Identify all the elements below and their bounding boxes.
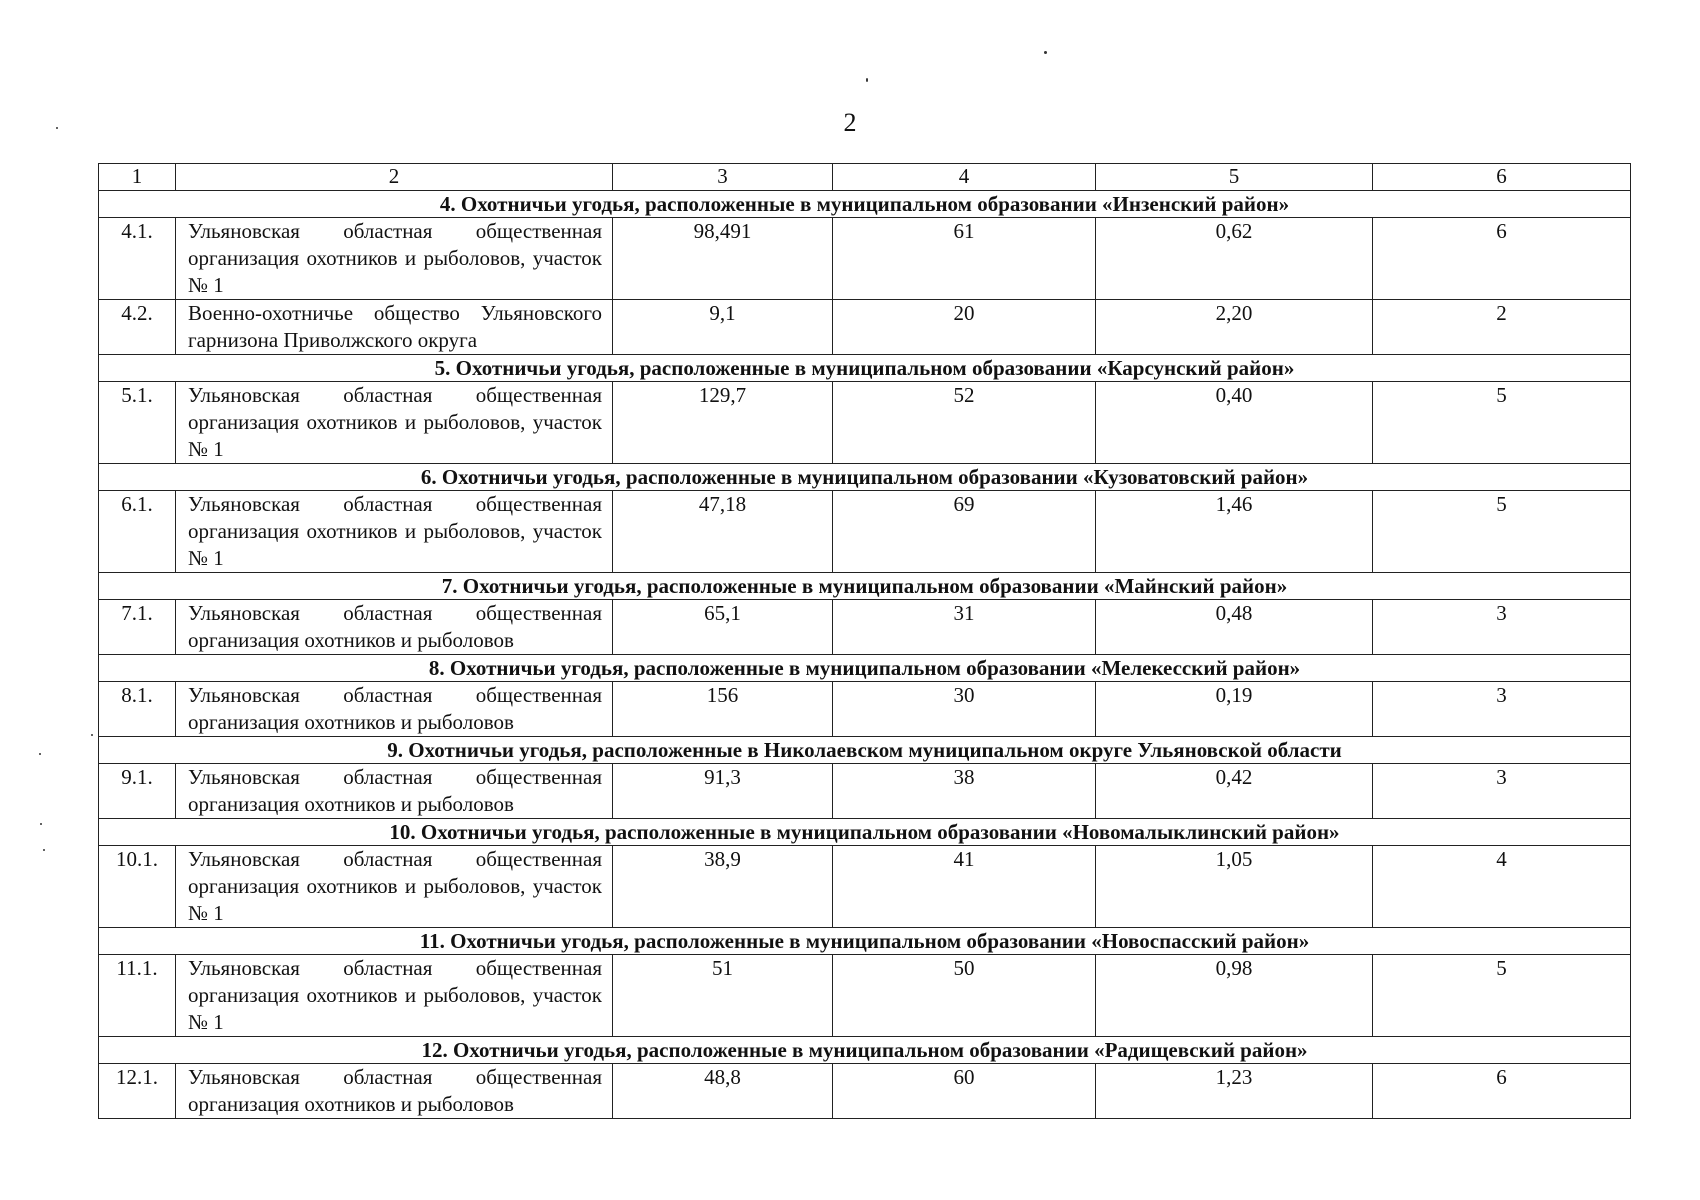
organization-name: Ульяновская областная общественная организация охотников и рыболовов, участок № 1 [176, 218, 613, 300]
row-number: 4.2. [99, 300, 176, 355]
cell-col-6: 6 [1373, 1064, 1631, 1119]
table-row [99, 682, 1631, 737]
row-number: 9.1. [99, 764, 176, 819]
section-title: 5. Охотничьи угодья, расположенные в муниципальном образовании «Карсунский район» [99, 355, 1631, 382]
row-number: 4.1. [99, 218, 176, 300]
column-header: 4 [833, 164, 1096, 191]
cell-col-3: 47,18 [613, 491, 833, 573]
cell-col-5: 0,19 [1096, 682, 1373, 737]
cell-col-6: 4 [1373, 846, 1631, 928]
table-row [99, 491, 1631, 573]
cell-col-4: 20 [833, 300, 1096, 355]
cell-col-4: 52 [833, 382, 1096, 464]
column-number-row [99, 164, 1631, 191]
cell-col-5: 1,46 [1096, 491, 1373, 573]
table-row [99, 846, 1631, 928]
cell-col-3: 48,8 [613, 1064, 833, 1119]
table-row [99, 600, 1631, 655]
organization-name: Ульяновская областная общественная организация охотников и рыболовов [176, 764, 613, 819]
section-heading-row [99, 928, 1631, 955]
section-heading-row [99, 464, 1631, 491]
row-number: 7.1. [99, 600, 176, 655]
cell-col-5: 1,23 [1096, 1064, 1373, 1119]
row-number: 12.1. [99, 1064, 176, 1119]
cell-col-3: 9,1 [613, 300, 833, 355]
table-row [99, 382, 1631, 464]
cell-col-5: 0,62 [1096, 218, 1373, 300]
cell-col-6: 5 [1373, 955, 1631, 1037]
cell-col-4: 61 [833, 218, 1096, 300]
cell-col-4: 31 [833, 600, 1096, 655]
table-row [99, 1064, 1631, 1119]
scan-speck [43, 849, 45, 851]
row-number: 6.1. [99, 491, 176, 573]
section-title: 12. Охотничьи угодья, расположенные в муниципальном образовании «Радищевский район» [99, 1037, 1631, 1064]
organization-name: Ульяновская областная общественная организация охотников и рыболовов [176, 600, 613, 655]
organization-name: Ульяновская областная общественная организация охотников и рыболовов, участок № 1 [176, 491, 613, 573]
organization-name: Ульяновская областная общественная организация охотников и рыболовов [176, 682, 613, 737]
organization-name: Ульяновская областная общественная организация охотников и рыболовов, участок № 1 [176, 382, 613, 464]
section-heading-row [99, 655, 1631, 682]
row-number: 10.1. [99, 846, 176, 928]
cell-col-5: 0,98 [1096, 955, 1373, 1037]
cell-col-6: 5 [1373, 382, 1631, 464]
section-heading-row [99, 355, 1631, 382]
section-title: 7. Охотничьи угодья, расположенные в муниципальном образовании «Майнский район» [99, 573, 1631, 600]
section-heading-row [99, 737, 1631, 764]
page-number: 2 [843, 108, 857, 137]
organization-name: Ульяновская областная общественная организация охотников и рыболовов, участок № 1 [176, 846, 613, 928]
organization-name: Военно-охотничье общество Ульяновского гарнизона Приволжского округа [176, 300, 613, 355]
section-title: 11. Охотничьи угодья, расположенные в муниципальном образовании «Новоспасский район» [99, 928, 1631, 955]
cell-col-4: 69 [833, 491, 1096, 573]
cell-col-5: 1,05 [1096, 846, 1373, 928]
cell-col-4: 41 [833, 846, 1096, 928]
cell-col-4: 60 [833, 1064, 1096, 1119]
organization-name: Ульяновская областная общественная организация охотников и рыболовов, участок № 1 [176, 955, 613, 1037]
section-heading-row [99, 191, 1631, 218]
scan-speck [39, 753, 41, 755]
table-row [99, 300, 1631, 355]
row-number: 8.1. [99, 682, 176, 737]
cell-col-6: 3 [1373, 600, 1631, 655]
cell-col-3: 129,7 [613, 382, 833, 464]
section-heading-row [99, 819, 1631, 846]
table-row [99, 218, 1631, 300]
column-header: 3 [613, 164, 833, 191]
cell-col-6: 6 [1373, 218, 1631, 300]
cell-col-5: 0,48 [1096, 600, 1373, 655]
cell-col-3: 65,1 [613, 600, 833, 655]
section-title: 4. Охотничьи угодья, расположенные в муниципальном образовании «Инзенский район» [99, 191, 1631, 218]
section-title: 6. Охотничьи угодья, расположенные в муниципальном образовании «Кузоватовский район» [99, 464, 1631, 491]
scan-speck [91, 734, 93, 736]
cell-col-3: 91,3 [613, 764, 833, 819]
column-header: 6 [1373, 164, 1631, 191]
cell-col-4: 38 [833, 764, 1096, 819]
cell-col-4: 30 [833, 682, 1096, 737]
section-title: 8. Охотничьи угодья, расположенные в муниципальном образовании «Мелекесский район» [99, 655, 1631, 682]
table-row [99, 955, 1631, 1037]
scan-speck [40, 823, 42, 825]
cell-col-6: 5 [1373, 491, 1631, 573]
scan-speck [56, 127, 58, 129]
column-header: 5 [1096, 164, 1373, 191]
scan-speck [866, 78, 868, 82]
cell-col-5: 0,42 [1096, 764, 1373, 819]
hunting-grounds-table [98, 163, 1631, 1119]
section-heading-row [99, 573, 1631, 600]
scan-speck [1044, 51, 1047, 54]
column-header: 2 [176, 164, 613, 191]
cell-col-3: 156 [613, 682, 833, 737]
row-number: 11.1. [99, 955, 176, 1037]
section-title: 9. Охотничьи угодья, расположенные в Николаевском муниципальном округе Ульяновской области [99, 737, 1631, 764]
cell-col-3: 38,9 [613, 846, 833, 928]
column-header: 1 [99, 164, 176, 191]
cell-col-5: 2,20 [1096, 300, 1373, 355]
cell-col-3: 51 [613, 955, 833, 1037]
row-number: 5.1. [99, 382, 176, 464]
cell-col-4: 50 [833, 955, 1096, 1037]
cell-col-3: 98,491 [613, 218, 833, 300]
cell-col-5: 0,40 [1096, 382, 1373, 464]
organization-name: Ульяновская областная общественная организация охотников и рыболовов [176, 1064, 613, 1119]
section-heading-row [99, 1037, 1631, 1064]
cell-col-6: 3 [1373, 764, 1631, 819]
cell-col-6: 2 [1373, 300, 1631, 355]
table-row [99, 764, 1631, 819]
section-title: 10. Охотничьи угодья, расположенные в муниципальном образовании «Новомалыклинский район» [99, 819, 1631, 846]
cell-col-6: 3 [1373, 682, 1631, 737]
